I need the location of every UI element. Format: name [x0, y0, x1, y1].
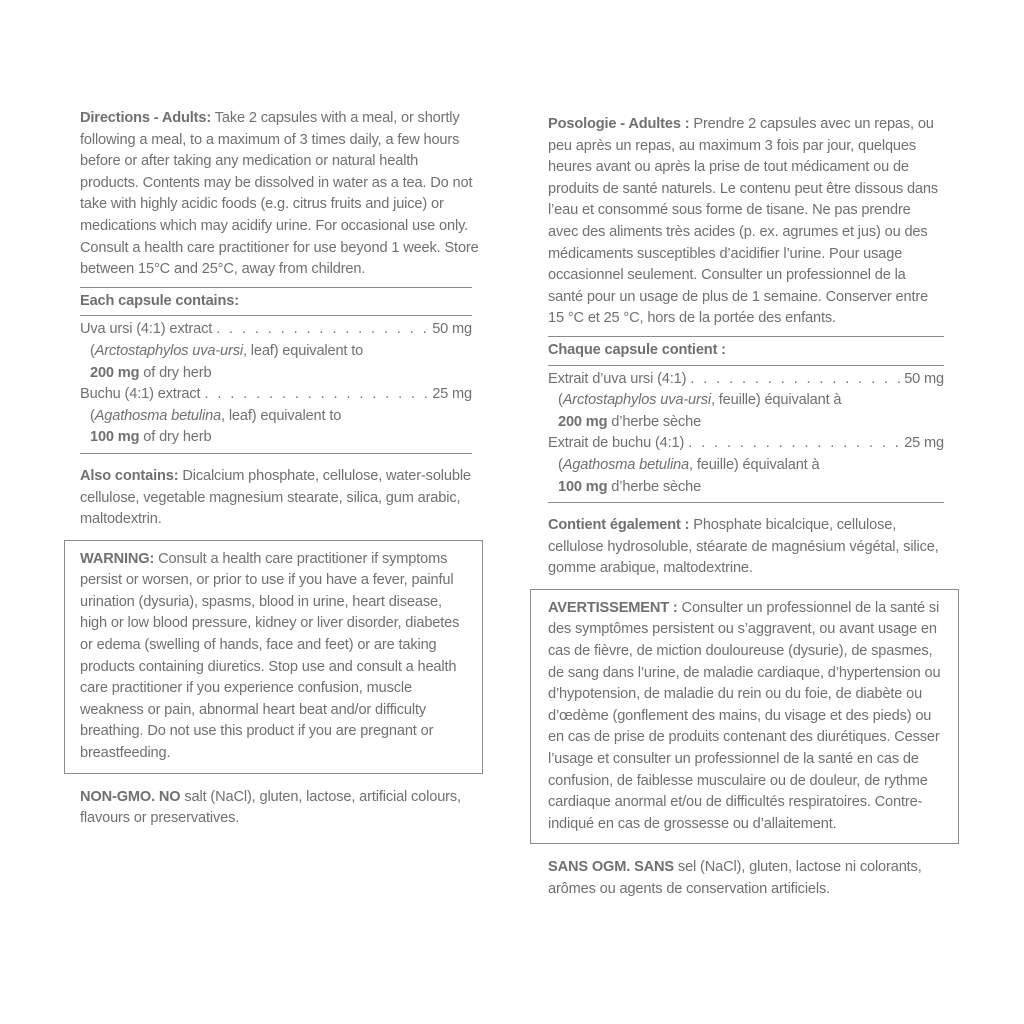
contient-egalement-paragraph	[548, 515, 942, 580]
avertissement-box	[530, 589, 959, 845]
ingredient-equivalent: 100 mg d’herbe sèche	[558, 478, 702, 495]
non-gmo-paragraph	[80, 787, 480, 830]
ingredient-list	[80, 316, 472, 454]
directions-paragraph	[80, 108, 480, 281]
posologie-text: Prendre 2 capsules avec un repas, ou peu après un repas, au maximum 3 fois par jour, quelques heures avant ou après la prise de tout médicament ou de produits de santé naturels. Le contenu peut être dissous dans l’eau et consommé sous forme de tisane. Ne pas prendre avec des aliments très acides (p. ex. agrumes et jus) ou des médicaments susceptibles d’acidifier l’urine. Pour usage occasionnel seulement. Consulter un professionnel de la santé pour un usage de plus de 1 semaine. Conserver entre 15 °C et 25 °C, hors de la portée des enfants.	[548, 116, 939, 327]
ingredient-name: Extrait d’uva ursi (4:1)	[548, 370, 687, 387]
sans-ogm-paragraph	[548, 857, 942, 900]
leader-dots	[688, 433, 900, 455]
contient-egalement-heading: Contient également :	[548, 517, 690, 534]
posologie-paragraph	[548, 114, 942, 330]
directions-text: Take 2 capsules with a meal, or shortly following a meal, to a maximum of 3 times daily, a few hours before or after taking any medication or natural health products. Contents may be dissolved in water as a tea. Do not take with highly acidic foods (e.g. citrus fruits and juice) or medications which may acidify urine. For occasional use only. Consult a health care practitioner for use beyond 1 week. Store between 15°C and 25°C, away from children.	[80, 110, 479, 278]
sans-ogm-heading: SANS OGM. SANS	[548, 859, 675, 876]
english-column	[80, 108, 480, 830]
ingredient-amount: 50 mg	[432, 321, 472, 338]
french-column	[548, 114, 948, 901]
latin-name: Arctostaphylos uva-ursi	[562, 392, 711, 409]
directions-heading: Directions - Adults:	[80, 110, 212, 126]
posologie-heading: Posologie - Adultes :	[548, 116, 690, 132]
non-gmo-text: salt (NaCl), gluten, lactose, artificial colours, flavours or preservatives.	[80, 788, 461, 827]
ingredient-equivalent: 200 mg d’herbe sèche	[558, 413, 702, 430]
ingredient-source: (Agathosma betulina, feuille) équivalant à	[558, 456, 820, 473]
ingredient-name: Uva ursi (4:1) extract	[80, 321, 213, 338]
ingredient-source: (Arctostaphylos uva-ursi, leaf) equivalent to	[90, 342, 364, 359]
non-gmo-heading: NON-GMO. NO	[80, 788, 181, 805]
avertissement-text: Consulter un professionnel de la santé si des symptômes persistent ou s’aggravent, ou avant usage en cas de fièvre, de miction douloureuse (dysurie), de spasmes, de sang dans l’urine, de maladie cardiaque, d’hypertension ou d’hypotension, de maladie du rein ou du foie, de diabète ou d’œdème (gonflement des mains, du visage et des pieds) ou en cas de prise de produits contenant des diurétiques. Cesser l’usage et consulter un professionnel de la santé en cas de confusion, de faiblesse musculaire ou de douleur, de rythme cardiaque anormal et/ou de difficultés respiratoires. Contre-indiqué en cas de grossesse ou d’allaitement.	[548, 599, 941, 832]
warning-box	[64, 540, 483, 774]
ingredient-equivalent: 200 mg of dry herb	[90, 364, 212, 381]
also-contains-heading: Also contains:	[80, 467, 179, 484]
latin-name: Arctostaphylos uva-ursi	[94, 342, 243, 359]
latin-name: Agathosma betulina	[94, 407, 222, 424]
ingredient-source: (Agathosma betulina, leaf) equivalent to	[90, 407, 342, 424]
ingredient-item	[548, 433, 944, 498]
warning-text: Consult a health care practitioner if symptoms persist or worsen, or prior to use if you have a fever, painful urination (dysuria), spasms, blood in urine, heart disease, high or low blood pressure, kidney or liver disorder, diabetes or edema (swelling of hands, face and feet) or are taking products containing diuretics. Stop use and consult a health care practitioner if you experience confusion, muscle weakness or pain, abnormal heart beat and/or difficulty breathing. Do not use this product if you are pregnant or breastfeeding.	[80, 550, 460, 762]
ingredient-name: Buchu (4:1) extract	[80, 386, 201, 403]
contient-egalement-text: Phosphate bicalcique, cellulose, cellulose hydrosoluble, stéarate de magnésium végétal, silice, gomme arabique, maltodextrine.	[548, 517, 939, 577]
ingredient-equivalent: 100 mg of dry herb	[90, 429, 212, 446]
leader-dots	[690, 369, 900, 391]
ingredient-source: (Arctostaphylos uva-ursi, feuille) équivalant à	[558, 392, 842, 409]
avertissement-heading: AVERTISSEMENT :	[548, 599, 678, 616]
ingredient-amount: 25 mg	[904, 435, 944, 452]
warning-heading: WARNING:	[80, 550, 155, 567]
ingredient-item	[80, 384, 472, 449]
ingredient-amount: 50 mg	[904, 370, 944, 387]
latin-name: Agathosma betulina	[562, 456, 690, 473]
ingredient-item	[548, 369, 944, 434]
capsule-contents-heading: Each capsule contains:	[80, 287, 472, 317]
ingredient-name: Extrait de buchu (4:1)	[548, 435, 685, 452]
ingredient-item	[80, 319, 472, 384]
ingredient-list-fr	[548, 366, 944, 504]
capsule-contents-heading-fr: Chaque capsule contient :	[548, 336, 944, 366]
also-contains-paragraph	[80, 466, 480, 531]
leader-dots	[204, 384, 428, 406]
leader-dots	[216, 319, 428, 341]
ingredient-amount: 25 mg	[432, 386, 472, 403]
sans-ogm-text: sel (NaCl), gluten, lactose ni colorants, arômes ou agents de conservation artificiels.	[548, 859, 922, 897]
also-contains-text: Dicalcium phosphate, cellulose, water-soluble cellulose, vegetable magnesium stearate, silica, gum arabic, maltodextrin.	[80, 467, 471, 528]
